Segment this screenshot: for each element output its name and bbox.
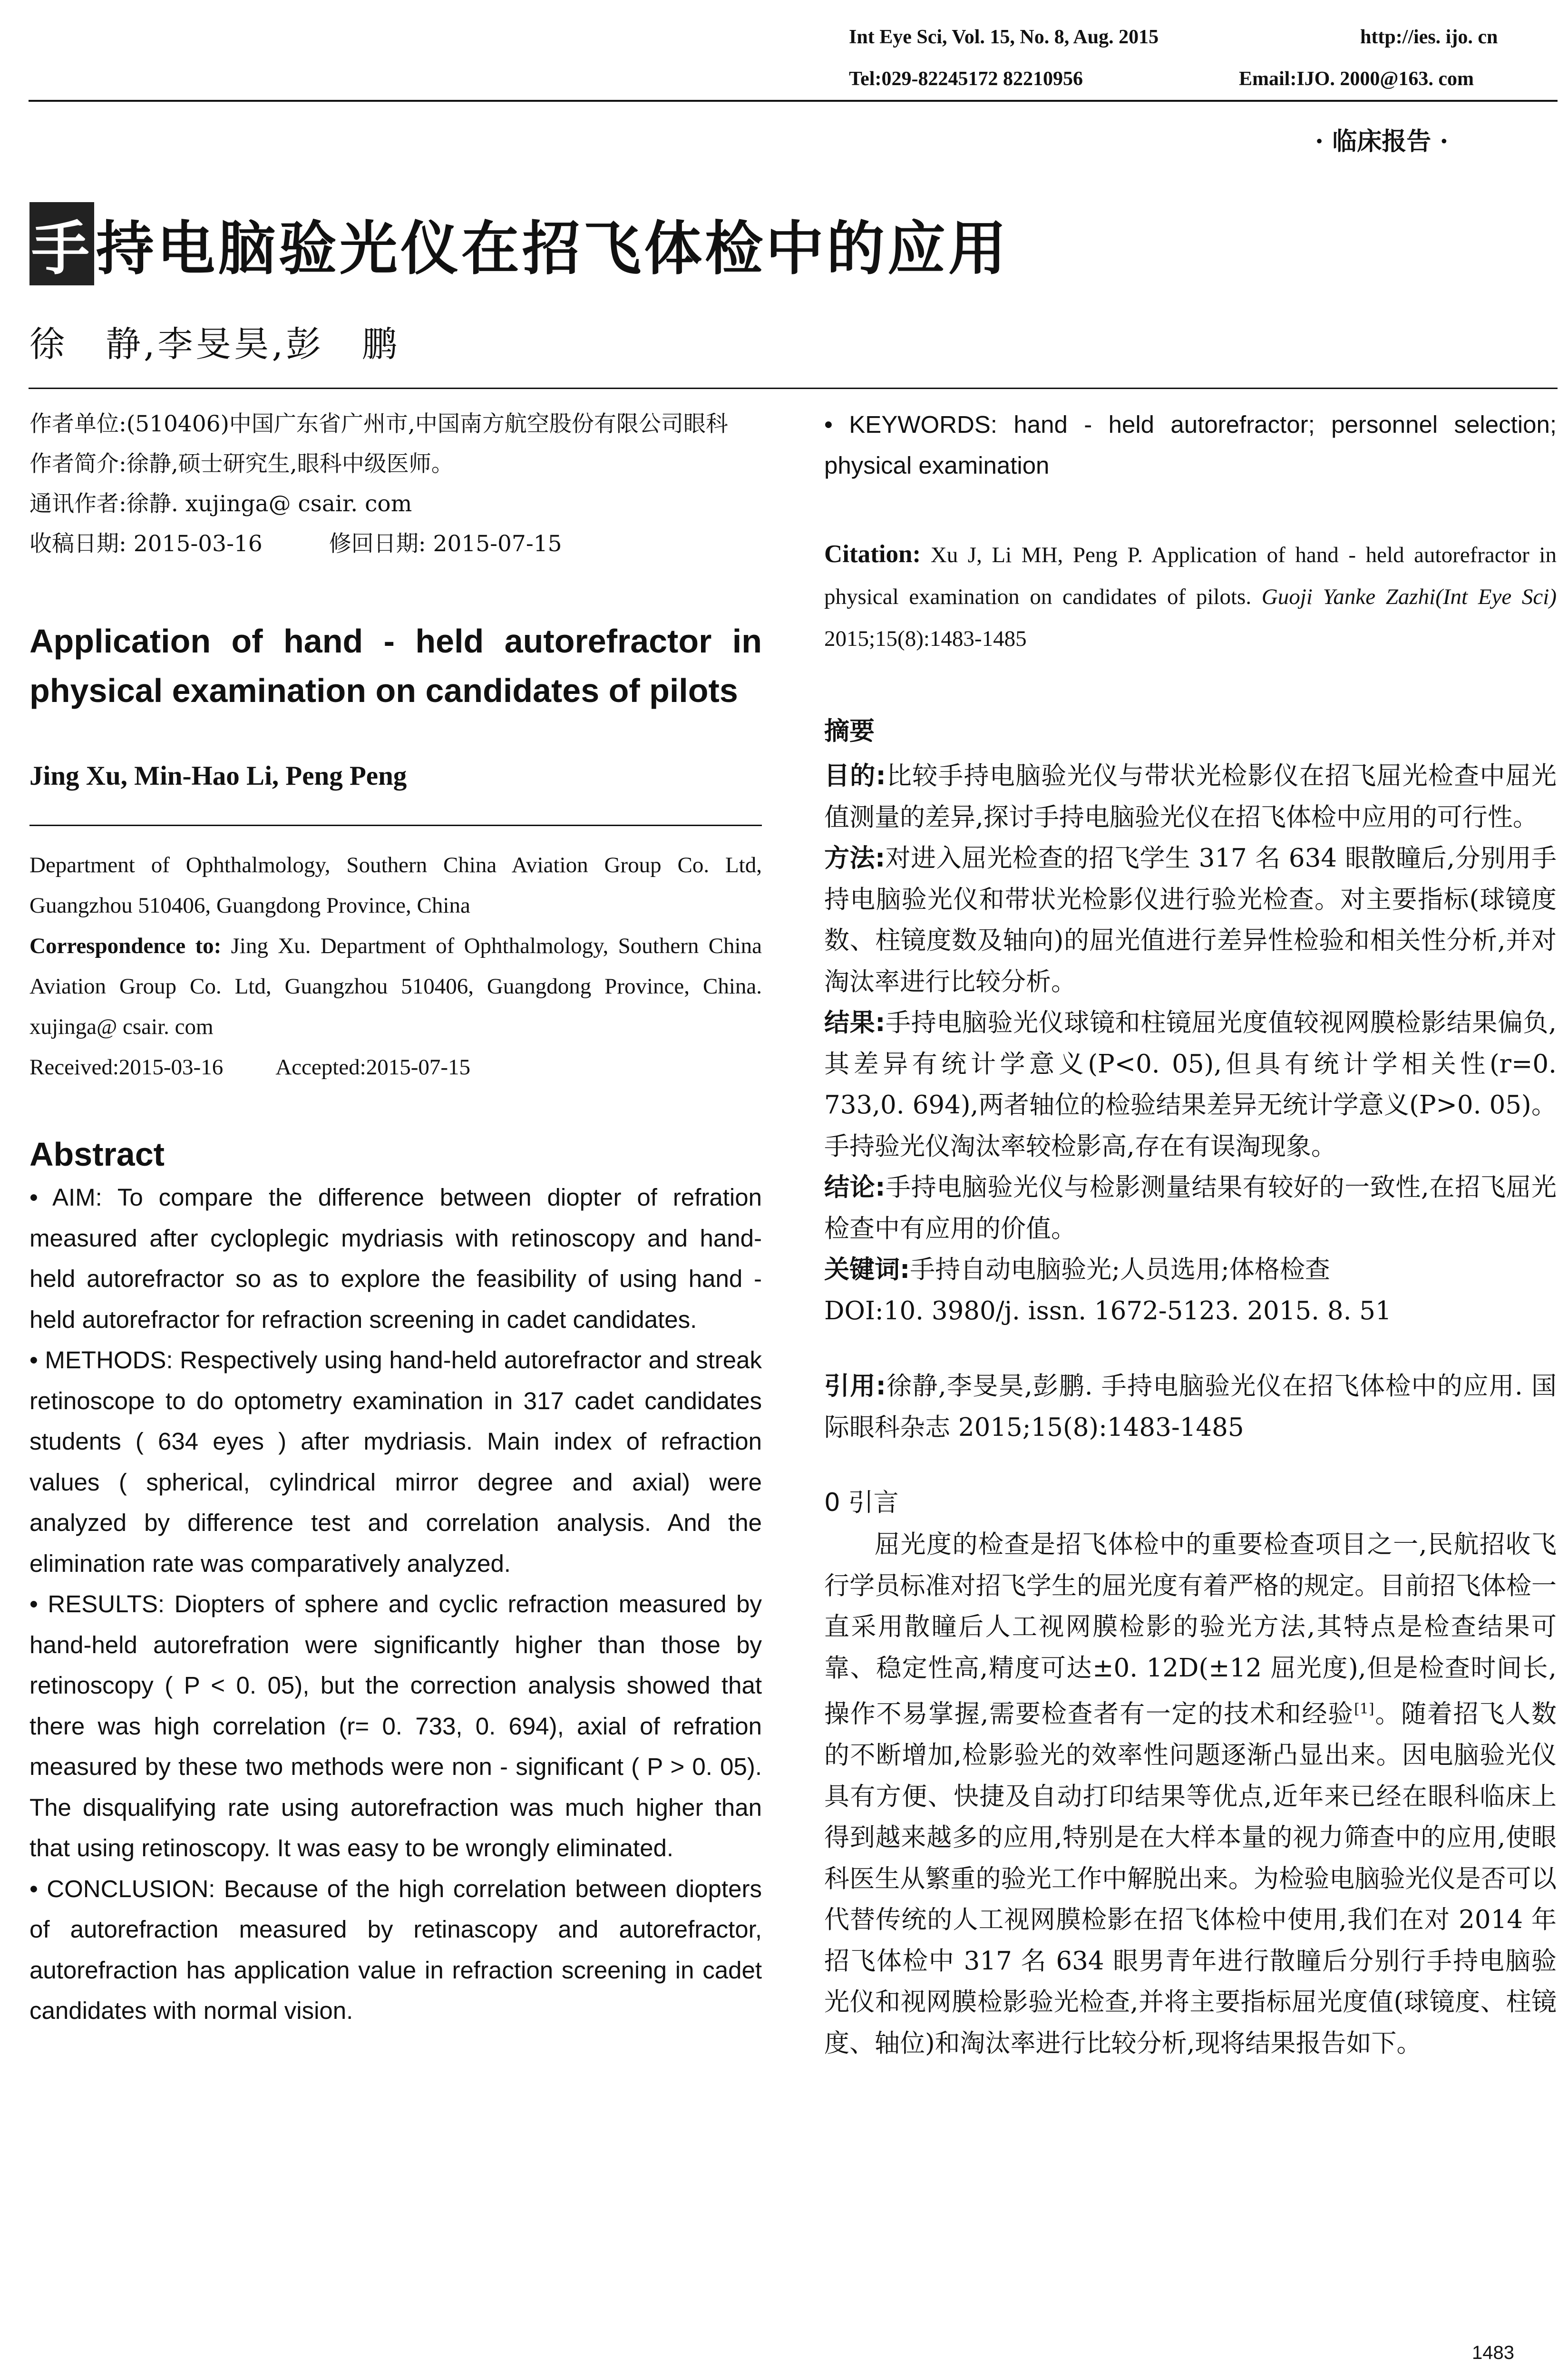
aim-label: 目的: — [824, 761, 886, 790]
conclusion-text: 手持电脑验光仪与检影测量结果有较好的一致性,在招飞屈光检查中有应用的价值。 — [824, 1173, 1557, 1243]
citation-journal: Guoji Yanke Zazhi(Int Eye Sci) — [1261, 585, 1557, 609]
header-email: Email:IJO. 2000@163. com — [1239, 68, 1474, 90]
abstract-results: • RESULTS: Diopters of sphere and cyclic refraction measured by hand-held autorefration were significantly higher than those by retinoscopy ( P < 0. 05), but the correction analysis showed that there was high correlation (r= 0. 733, 0. 694), axial of refration measured by these two methods were non - significant ( P > 0. 05). The disqualifying rate using autorefraction was much higher than that using retinoscopy. It was easy to be wrongly eliminated. — [29, 1590, 762, 1861]
left-column — [29, 404, 762, 2031]
header-phone: Tel:029-82245172 82210956 — [849, 68, 1083, 90]
intro-paragraph — [824, 1524, 1557, 2064]
abstract-cn-results — [824, 1003, 1557, 1167]
abstract-heading: Abstract — [29, 1136, 165, 1173]
intro-text-a: 屈光度的检查是招飞体检中的重要检查项目之一,民航招收飞行学员标准对招飞学生的屈光度有着严格的规定。目前招飞体检一直采用散瞳后人工视网膜检影的验光方法,其特点是检查结果可靠、稳定性高,精度可达±0. 12D(±12 屈光度),但是检查时间长,操作不易掌握,需要检查者有一定的技术和经验 — [824, 1530, 1557, 1729]
revised-date: 修回日期: 2015-07-15 — [329, 531, 562, 557]
abstract-conclusion: • CONCLUSION: Because of the high correlation between diopters of autorefraction measured by retinascopy and autorefractor, autorefraction has application value in refraction screening in cadet candidates with normal vision. — [29, 1875, 762, 2024]
article-title — [29, 202, 1009, 285]
abstract-aim: • AIM: To compare the difference between diopter of refration measured after cycloplegic mydriasis with retinoscopy and hand-held autorefractor so as to explore the feasibility of using hand - held autorefractor for refraction screening in cadet candidates. — [29, 1184, 762, 1333]
methods-label: 方法: — [824, 844, 886, 873]
right-column — [824, 404, 1557, 2064]
cite-cn — [824, 1366, 1557, 1448]
authors-rule — [29, 825, 762, 826]
keywords-cn-label: 关键词: — [824, 1255, 910, 1284]
header-journal-info: Int Eye Sci, Vol. 15, No. 8, Aug. 2015 — [849, 26, 1159, 48]
authors-cn: 徐 静,李旻昊,彭 鹏 — [29, 324, 400, 365]
methods-text: 对进入屈光检查的招飞学生 317 名 634 眼散瞳后,分别用手持电脑验光仪和带状光检影仪进行验光检查。对主要指标(球镜度数、柱镜度数及轴向)的屈光值进行差异性检验和相关性分析,并对淘汰率进行比较分析。 — [824, 844, 1557, 996]
citation — [824, 533, 1557, 660]
doi: DOI:10. 3980/j. issn. 1672-5123. 2015. 8. 51 — [824, 1296, 1392, 1325]
dates-cn — [29, 524, 762, 564]
citation-label: Citation: — [824, 540, 921, 568]
conclusion-label: 结论: — [824, 1173, 886, 1202]
received-date: 收稿日期: 2015-03-16 — [29, 531, 263, 557]
keywords-cn-text: 手持自动电脑验光;人员选用;体格检查 — [910, 1255, 1330, 1284]
abstract-methods: • METHODS: Respectively using hand-held autorefractor and streak retinoscope to do optometry examination in 317 cadet candidates students ( 634 eyes ) after mydriasis. Main index of refraction values ( spherical, cylindrical mirror degree and axial) were analyzed by difference test and correlation analysis. And the elimination rate was comparatively analyzed. — [29, 1346, 762, 1577]
keywords-cn — [824, 1249, 1557, 1291]
results-label: 结果: — [824, 1008, 886, 1037]
cite-cn-text: 徐静,李旻昊,彭鹏. 手持电脑验光仪在招飞体检中的应用. 国际眼科杂志 2015;15(8):1483-1485 — [824, 1372, 1557, 1442]
section-rule — [29, 388, 1558, 389]
author-affiliation: 作者单位:(510406)中国广东省广州市,中国南方航空股份有限公司眼科 — [29, 411, 728, 437]
citation-text: Xu J, Li MH, Peng P. Application of hand - held autorefractor in physical examination on candidates of pilots. — [824, 543, 1557, 609]
abstract-cn-methods — [824, 838, 1557, 1003]
correspondence — [29, 926, 762, 1047]
aim-text: 比较手持电脑验光仪与带状光检影仪在招飞屈光检查中屈光值测量的差异,探讨手持电脑验光仪在招飞体检中应用的可行性。 — [824, 761, 1557, 832]
english-title: Application of hand - held autorefractor in physical examination on candidates of pilots — [29, 623, 762, 709]
received-en: Received:2015-03-16 — [29, 1055, 224, 1080]
title-first-char: 手 — [29, 202, 94, 285]
corresponding-author: 通讯作者:徐静. xujinga@ csair. com — [29, 491, 412, 517]
abstract-cn-aim — [824, 756, 1557, 838]
header-rule — [29, 100, 1558, 102]
abstract-cn-heading: 摘要 — [824, 717, 875, 746]
citation-tail: 2015;15(8):1483-1485 — [824, 626, 1027, 651]
page-number: 1483 — [1472, 2342, 1514, 2363]
header-website: http://ies. ijo. cn — [1360, 26, 1498, 48]
cite-cn-label: 引用: — [824, 1372, 886, 1401]
keywords: • KEYWORDS: hand - held autorefractor; personnel selection; physical examination — [824, 411, 1557, 479]
intro-text-b: 。随着招飞人数的不断增加,检影验光的效率性问题逐渐凸显出来。因电脑验光仪具有方便、快捷及自动打印结果等优点,近年来已经在眼科临床上得到越来越多的应用,特别是在大样本量的视力筛查中的应用,使眼科医生从繁重的验光工作中解脱出来。为检验电脑验光仪是否可以代替传统的人工视网膜检影在招飞体检中使用,我们在对 2014 年招飞体检中 317 名 634 眼男青年进行散瞳后分别行手持电脑验光仪和视网膜检影验光检查,并将主要指标屈光度值(球镜度、柱镜度、轴位)和淘汰率进行比较分析,现将结果报告如下。 — [824, 1699, 1557, 2058]
department: Department of Ophthalmology, Southern China Aviation Group Co. Ltd, Guangzhou 510406, Guangdong Province, China — [29, 853, 762, 918]
results-text: 手持电脑验光仪球镜和柱镜屈光度值较视网膜检影结果偏负,其差异有统计学意义(P<0. 05),但具有统计学相关性(r=0. 733,0. 694),两者轴位的检验结果差异无统计学意义(P>0. 05)。手持验光仪淘汰率较检影高,存在有误淘现象。 — [824, 1008, 1557, 1161]
article-category: · 临床报告 · — [1315, 127, 1449, 156]
accepted-en: Accepted:2015-07-15 — [275, 1055, 471, 1080]
intro-ref: [1] — [1354, 1701, 1374, 1717]
abstract-cn-conclusion — [824, 1167, 1557, 1249]
author-bio: 作者简介:徐静,硕士研究生,眼科中级医师。 — [29, 451, 454, 477]
intro-heading: 0 引言 — [824, 1488, 899, 1517]
correspondence-text: Jing Xu. Department of Ophthalmology, Southern China Aviation Group Co. Ltd, Guangzhou 510406, Guangdong Province, China. xujinga@ csair. com — [29, 934, 762, 1039]
dates-en — [29, 1047, 762, 1088]
correspondence-label: Correspondence to: — [29, 934, 222, 958]
english-authors: Jing Xu, Min-Hao Li, Peng Peng — [29, 761, 407, 791]
title-text: 持电脑验光仪在招飞体检中的应用 — [96, 215, 1009, 283]
